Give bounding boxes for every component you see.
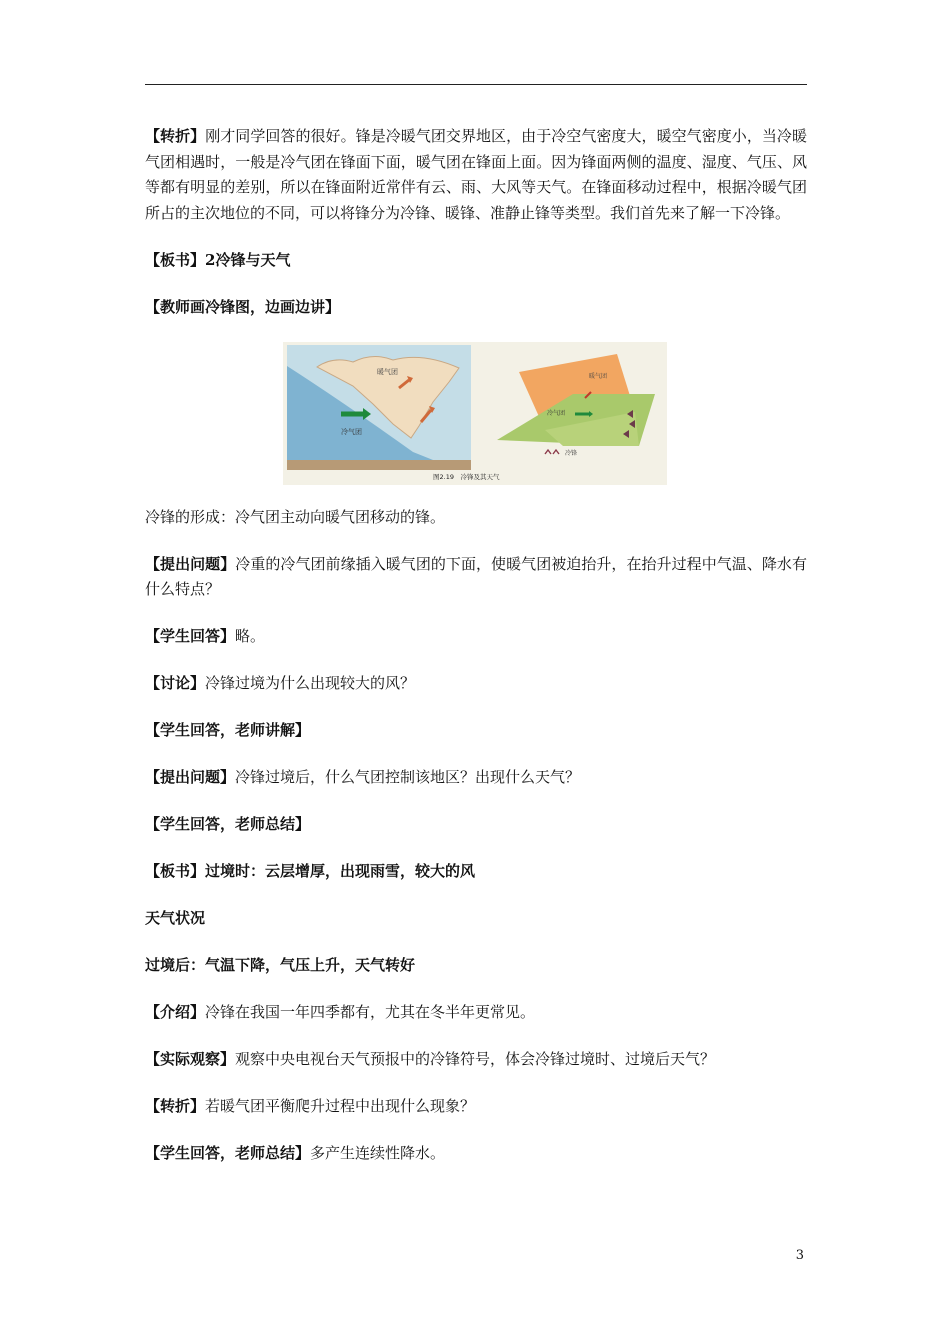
- paragraph-summary-final: [145, 1141, 807, 1166]
- tag-summary-final: 【学生回答，老师总结】: [145, 1144, 311, 1162]
- tag-question-2: 【提出问题】: [145, 768, 236, 786]
- warm-air-label-left: 暖气团: [377, 368, 398, 376]
- tag-question-1: 【提出问题】: [145, 555, 236, 573]
- tag-student-answer: 【学生回答】: [145, 627, 236, 645]
- ground-strip: [287, 460, 471, 470]
- header-rule: [145, 84, 807, 85]
- paragraph-question-2: [145, 765, 807, 790]
- cold-air-label-right: 冷气团: [547, 410, 566, 417]
- cold-front-figure: [283, 342, 667, 485]
- paragraph-student-answer: [145, 624, 807, 649]
- tag-introduction: 【介绍】: [145, 1003, 206, 1021]
- paragraph-transition: [145, 124, 807, 226]
- paragraph-discussion: [145, 671, 807, 696]
- cold-front-definition: 冷锋的形成：冷气团主动向暖气团移动的锋。: [145, 508, 446, 526]
- transition-2-text: 若暖气团平衡爬升过程中出现什么现象？: [205, 1097, 476, 1115]
- cold-air-label-left: 冷气团: [341, 428, 362, 436]
- tag-discussion: 【讨论】: [145, 674, 206, 692]
- tag-transition-2: 【转折】: [145, 1097, 206, 1115]
- board-after-passage: 过境后：气温下降，气压上升，天气转好: [145, 956, 416, 974]
- student-answer-teacher-explain: 【学生回答，老师讲解】: [145, 721, 311, 739]
- question-1-text: 冷重的冷气团前缘插入暖气团的下面，使暖气团被迫抬升，在抬升过程中气温、降水有什么特点？: [145, 555, 807, 598]
- summary-final-text: 多产生连续性降水。: [310, 1144, 446, 1162]
- paragraph-observation: [145, 1047, 807, 1072]
- board-heading: 【板书】2冷锋与天气: [145, 251, 291, 269]
- tag-observation: 【实际观察】: [145, 1050, 236, 1068]
- page-number: 3: [795, 1248, 804, 1263]
- paragraph-introduction: [145, 1000, 807, 1025]
- warm-air-label-right: 暖气团: [589, 373, 608, 380]
- discussion-text: 冷锋过境为什么出现较大的风？: [205, 674, 416, 692]
- weather-condition-label: 天气状况: [145, 909, 206, 927]
- figure-caption: 图2.19 冷锋及其天气: [433, 473, 500, 481]
- teacher-draws-heading: 【教师画冷锋图，边画边讲】: [145, 298, 341, 316]
- paragraph-question-1: [145, 552, 807, 602]
- board-during-passage: 【板书】过境时：云层增厚，出现雨雪，较大的风: [145, 862, 476, 880]
- cold-front-diagram: [283, 342, 667, 485]
- paragraph-transition-2: [145, 1094, 807, 1119]
- student-answer-text: 略。: [235, 627, 266, 645]
- observation-text: 观察中央电视台天气预报中的冷锋符号，体会冷锋过境时、过境后天气？: [235, 1050, 716, 1068]
- tag-transition: 【转折】: [145, 127, 206, 145]
- transition-text: 刚才同学回答的很好。锋是冷暖气团交界地区，由于冷空气密度大，暖空气密度小，当冷暖气团相遇时，一般是冷气团在锋面下面，暖气团在锋面上面。因为锋面两侧的温度、湿度、气压、风等都有明显的差别，所以在锋面附近常伴有云、雨、大风等天气。在锋面移动过程中，根据冷暖气团所占的主次地位的不同，可以将锋分为冷锋、暖锋、准静止锋等类型。我们首先来了解一下冷锋。: [145, 127, 807, 222]
- student-answer-teacher-summary-1: 【学生回答，老师总结】: [145, 815, 311, 833]
- question-2-text: 冷锋过境后，什么气团控制该地区？出现什么天气？: [235, 768, 581, 786]
- document-body: [145, 124, 807, 1188]
- introduction-text: 冷锋在我国一年四季都有，尤其在冬半年更常见。: [205, 1003, 536, 1021]
- legend-label: 冷锋: [565, 450, 578, 457]
